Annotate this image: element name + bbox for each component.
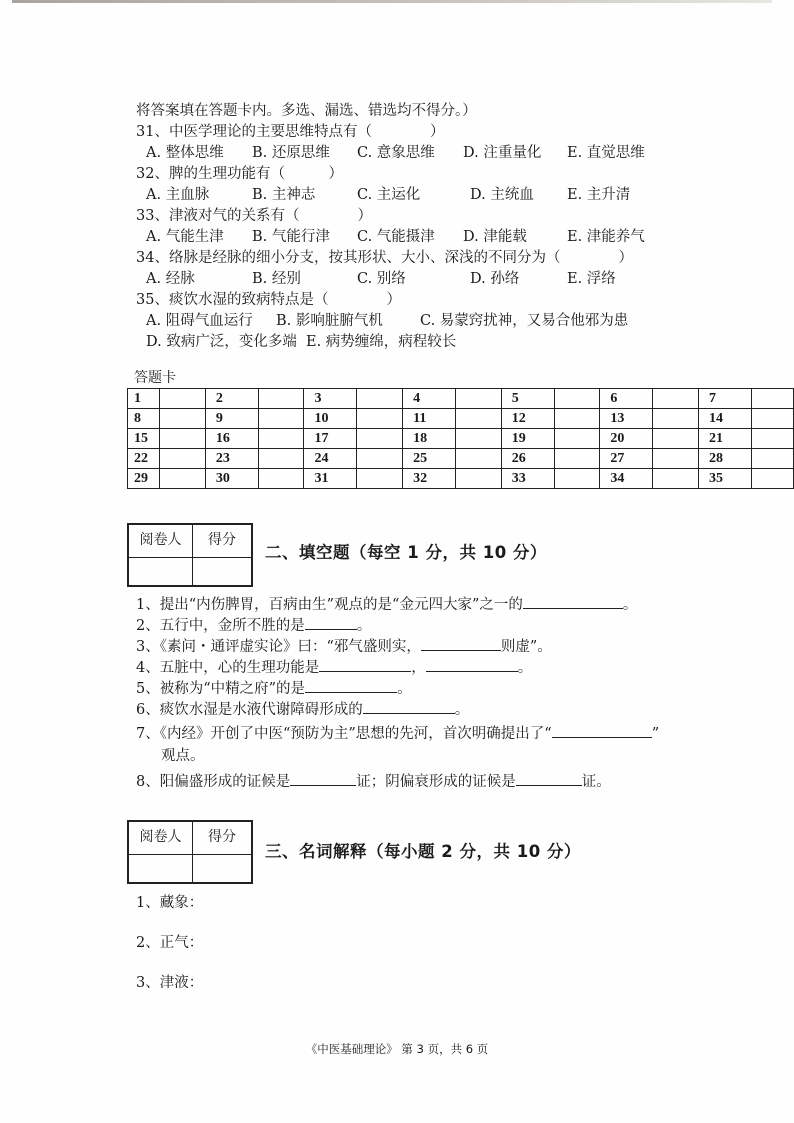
answer-number-cell: 32 (403, 469, 456, 489)
fill-item-2-end: 。 (356, 618, 372, 634)
answer-input-cell[interactable] (554, 429, 600, 449)
answer-number-cell: 2 (205, 389, 258, 409)
score-field[interactable] (193, 558, 251, 585)
fill-item-1-text: 1、提出“内伤脾胃，百病由生”观点的是“金元四大家”之一的 (136, 597, 523, 613)
answer-input-cell[interactable] (357, 449, 403, 469)
answer-input-cell[interactable] (554, 389, 600, 409)
q33-option-c: C. 气能摄津 (357, 229, 435, 245)
q35-option-e: E. 病势缠绵，病程较长 (306, 334, 457, 350)
answer-number-cell: 18 (403, 429, 456, 449)
fill-item-6-end: 。 (454, 702, 470, 718)
fill-item-8-text: 8、阳偏盛形成的证候是 (136, 774, 291, 790)
answer-number-cell: 7 (698, 389, 751, 409)
score-label: 得分 (193, 822, 251, 855)
q31-option-b: B. 还原思维 (252, 145, 330, 161)
term-item-1: 1、藏象： (136, 895, 204, 911)
answer-number-cell: 34 (600, 469, 653, 489)
fill-item-5-end: 。 (397, 681, 412, 697)
answer-input-cell[interactable] (258, 389, 304, 409)
answer-input-cell[interactable] (258, 469, 304, 489)
fill-blank[interactable] (305, 677, 397, 693)
fill-item-1 (136, 593, 637, 615)
answer-input-cell[interactable] (653, 469, 699, 489)
fill-blank[interactable] (523, 593, 623, 609)
answer-card-row (128, 449, 794, 469)
answer-number-cell: 28 (698, 449, 751, 469)
answer-number-cell: 5 (501, 389, 554, 409)
q32-option-e: E. 主升清 (567, 187, 631, 203)
fill-item-4-text: 4、五脏中，心的生理功能是 (136, 660, 320, 676)
answer-number-cell: 4 (403, 389, 456, 409)
answer-number-cell: 29 (128, 469, 160, 489)
score-label: 得分 (193, 525, 251, 558)
answer-number-cell: 24 (304, 449, 357, 469)
q32-option-c: C. 主运化 (357, 187, 421, 203)
fill-item-7 (136, 722, 659, 744)
answer-input-cell[interactable] (751, 449, 793, 469)
answer-input-cell[interactable] (751, 409, 793, 429)
fill-item-3 (136, 635, 552, 657)
question-35-stem: 35、痰饮水湿的致病特点是（ ） (136, 292, 401, 308)
reviewer-field[interactable] (129, 558, 193, 585)
q33-option-d: D. 津能载 (463, 229, 527, 245)
fill-item-7-end: ” (651, 726, 660, 742)
answer-number-cell: 3 (304, 389, 357, 409)
fill-item-7-text: 7、《内经》开创了中医“预防为主”思想的先河，首次明确提出了“ (136, 726, 552, 742)
answer-input-cell[interactable] (456, 389, 502, 409)
reviewer-field[interactable] (129, 855, 193, 882)
answer-input-cell[interactable] (653, 429, 699, 449)
fill-item-6 (136, 698, 469, 720)
scan-edge (12, 0, 772, 3)
q33-option-b: B. 气能行津 (252, 229, 330, 245)
answer-number-cell: 16 (205, 429, 258, 449)
fill-item-7-continuation: 观点。 (161, 748, 205, 764)
answer-card-row (128, 389, 794, 409)
fill-blank[interactable] (516, 770, 582, 786)
answer-number-cell: 11 (403, 409, 456, 429)
fill-blank[interactable] (363, 698, 455, 714)
score-field[interactable] (193, 855, 251, 882)
fill-item-8 (136, 770, 611, 792)
answer-number-cell: 1 (128, 389, 160, 409)
q32-option-a: A. 主血脉 (146, 187, 210, 203)
question-34-stem: 34、络脉是经脉的细小分支，按其形状、大小、深浅的不同分为（ ） (136, 250, 633, 266)
answer-input-cell[interactable] (258, 429, 304, 449)
answer-card-table (127, 388, 794, 489)
q34-option-a: A. 经脉 (146, 271, 195, 287)
answer-number-cell: 26 (501, 449, 554, 469)
answer-number-cell: 17 (304, 429, 357, 449)
q31-option-c: C. 意象思维 (357, 145, 435, 161)
fill-item-6-text: 6、痰饮水湿是水液代谢障碍形成的 (136, 702, 363, 718)
fill-item-5-text: 5、被称为“中精之府”的是 (136, 681, 306, 697)
answer-card-row (128, 409, 794, 429)
answer-number-cell: 8 (128, 409, 160, 429)
q33-option-e: E. 津能养气 (567, 229, 645, 245)
fill-item-4-end: 。 (517, 660, 533, 676)
fill-blank[interactable] (305, 614, 357, 630)
q31-option-d: D. 注重量化 (463, 145, 542, 161)
answer-number-cell: 19 (501, 429, 554, 449)
answer-number-cell: 22 (128, 449, 160, 469)
answer-input-cell[interactable] (653, 449, 699, 469)
fill-item-1-end: 。 (622, 597, 638, 613)
answer-number-cell: 13 (600, 409, 653, 429)
answer-number-cell: 30 (205, 469, 258, 489)
q35-option-c: C. 易蒙窍扰神，又易合他邪为患 (420, 313, 629, 329)
answer-number-cell: 6 (600, 389, 653, 409)
fill-blank[interactable] (421, 635, 501, 651)
answer-input-cell[interactable] (653, 389, 699, 409)
answer-card-row (128, 469, 794, 489)
q31-option-e: E. 直觉思维 (567, 145, 645, 161)
section-2-title: 二、填空题（每空 1 分，共 10 分） (265, 543, 547, 562)
answer-number-cell: 23 (205, 449, 258, 469)
fill-blank[interactable] (319, 656, 411, 672)
fill-item-2 (136, 614, 371, 636)
answer-number-cell: 20 (600, 429, 653, 449)
fill-blank[interactable] (426, 656, 518, 672)
fill-blank[interactable] (290, 770, 356, 786)
answer-input-cell[interactable] (456, 409, 502, 429)
answer-number-cell: 27 (600, 449, 653, 469)
instruction-note: 将答案填在答题卡内。多选、漏选、错选均不得分。） (136, 103, 477, 119)
answer-card-label: 答题卡 (134, 370, 176, 386)
page-footer: 《中医基础理论》 第 3 页，共 6 页 (305, 1042, 489, 1056)
fill-item-5 (136, 677, 412, 699)
answer-input-cell[interactable] (357, 389, 403, 409)
section-3-title: 三、名词解释（每小题 2 分，共 10 分） (265, 842, 581, 861)
q33-option-a: A. 气能生津 (146, 229, 224, 245)
question-32-stem: 32、脾的生理功能有（ ） (136, 166, 343, 182)
grader-score-box (127, 523, 253, 587)
answer-input-cell[interactable] (554, 469, 600, 489)
answer-input-cell[interactable] (160, 429, 206, 449)
fill-item-4 (136, 656, 532, 678)
term-item-3: 3、津液： (136, 975, 204, 991)
fill-item-4-sep: ， (411, 660, 426, 676)
answer-input-cell[interactable] (357, 469, 403, 489)
answer-number-cell: 12 (501, 409, 554, 429)
answer-input-cell[interactable] (751, 469, 793, 489)
fill-item-8-end: 证。 (581, 774, 611, 790)
reviewer-label: 阅卷人 (129, 525, 193, 558)
answer-card-row (128, 429, 794, 449)
q34-option-b: B. 经别 (252, 271, 301, 287)
answer-input-cell[interactable] (357, 409, 403, 429)
answer-number-cell: 21 (698, 429, 751, 449)
answer-input-cell[interactable] (160, 409, 206, 429)
answer-input-cell[interactable] (258, 409, 304, 429)
answer-number-cell: 33 (501, 469, 554, 489)
answer-number-cell: 31 (304, 469, 357, 489)
question-31-stem: 31、中医学理论的主要思维特点有（ ） (136, 124, 445, 140)
q32-option-d: D. 主统血 (470, 187, 534, 203)
answer-input-cell[interactable] (751, 389, 793, 409)
answer-input-cell[interactable] (554, 449, 600, 469)
fill-item-2-text: 2、五行中，金所不胜的是 (136, 618, 305, 634)
answer-input-cell[interactable] (258, 449, 304, 469)
fill-item-3-end: 则虚”。 (500, 639, 552, 655)
answer-input-cell[interactable] (456, 469, 502, 489)
fill-item-3-text: 3、《素问・通评虚实论》曰：“邪气盛则实， (136, 639, 421, 655)
answer-input-cell[interactable] (456, 449, 502, 469)
fill-blank[interactable] (552, 722, 652, 738)
answer-number-cell: 10 (304, 409, 357, 429)
fill-item-8-mid: 证；阴偏衰形成的证候是 (356, 774, 516, 790)
grader-score-box (127, 820, 253, 884)
answer-input-cell[interactable] (160, 469, 206, 489)
answer-input-cell[interactable] (456, 429, 502, 449)
answer-input-cell[interactable] (554, 409, 600, 429)
question-33-stem: 33、津液对气的关系有（ ） (136, 208, 372, 224)
answer-input-cell[interactable] (357, 429, 403, 449)
q35-option-a: A. 阻碍气血运行 (146, 313, 253, 329)
answer-input-cell[interactable] (160, 389, 206, 409)
q31-option-a: A. 整体思维 (146, 145, 224, 161)
answer-number-cell: 9 (205, 409, 258, 429)
q35-option-d: D. 致病广泛，变化多端 (146, 334, 297, 350)
answer-number-cell: 15 (128, 429, 160, 449)
answer-input-cell[interactable] (653, 409, 699, 429)
answer-number-cell: 25 (403, 449, 456, 469)
term-item-2: 2、正气： (136, 935, 204, 951)
answer-input-cell[interactable] (160, 449, 206, 469)
q34-option-d: D. 孙络 (470, 271, 520, 287)
q34-option-e: E. 浮络 (567, 271, 616, 287)
reviewer-label: 阅卷人 (129, 822, 193, 855)
answer-number-cell: 35 (698, 469, 751, 489)
q32-option-b: B. 主神志 (252, 187, 316, 203)
q35-option-b: B. 影响脏腑气机 (276, 313, 383, 329)
answer-number-cell: 14 (698, 409, 751, 429)
answer-input-cell[interactable] (751, 429, 793, 449)
q34-option-c: C. 别络 (357, 271, 406, 287)
